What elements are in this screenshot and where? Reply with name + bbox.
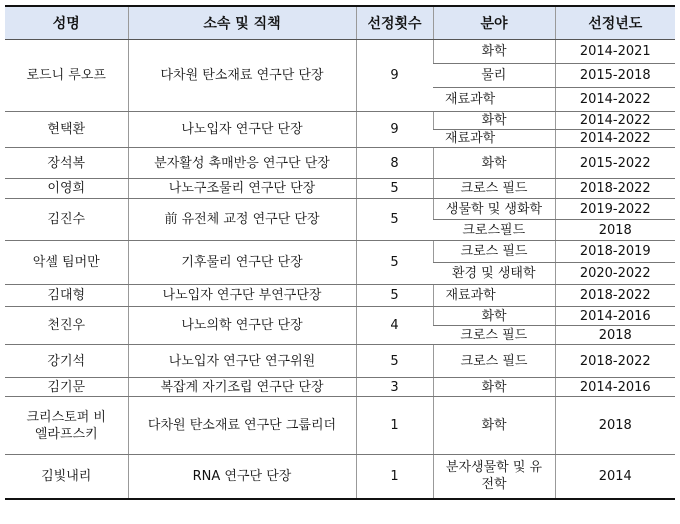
- field-cell: 생물학 및 생화학: [433, 199, 555, 220]
- name-cell: 로드니 루오프: [5, 40, 128, 112]
- field-cell: 화학: [433, 307, 555, 326]
- table-row: [5, 179, 675, 199]
- affiliation-cell: 前 유전체 교정 연구단 단장: [128, 199, 356, 241]
- field-cell: 물리: [433, 64, 555, 88]
- name-cell: 크리스토퍼 비엘라프스키: [5, 397, 128, 455]
- years-cell: 2014-2022: [555, 130, 675, 148]
- field-cell: 화학: [433, 40, 555, 64]
- field-cell: 크로스 필드: [433, 179, 555, 199]
- name-cell: 김빛내리: [5, 455, 128, 499]
- years-cell: 2018: [555, 220, 675, 241]
- affiliation-cell: 다차원 탄소재료 연구단 단장: [128, 40, 356, 112]
- count-cell: 5: [356, 285, 433, 307]
- table-body: [5, 40, 675, 499]
- field-cell: 화학: [433, 148, 555, 179]
- count-cell: 5: [356, 179, 433, 199]
- field-cell: 크로스필드: [433, 220, 555, 241]
- field-cell: 화학: [433, 397, 555, 455]
- years-cell: 2018-2022: [555, 285, 675, 307]
- table-row: [5, 199, 675, 220]
- header-count: 선정횟수: [356, 6, 433, 40]
- count-cell: 5: [356, 199, 433, 241]
- count-cell: 9: [356, 112, 433, 148]
- affiliation-cell: 나노입자 연구단 연구위원: [128, 345, 356, 378]
- affiliation-cell: 기후물리 연구단 단장: [128, 241, 356, 285]
- years-cell: 2014-2021: [555, 40, 675, 64]
- table-header: [5, 6, 675, 40]
- name-cell: 천진우: [5, 307, 128, 345]
- years-cell: 2018-2019: [555, 241, 675, 263]
- table-row: [5, 148, 675, 179]
- years-cell: 2014-2016: [555, 378, 675, 397]
- count-cell: 1: [356, 397, 433, 455]
- table-row: [5, 307, 675, 326]
- affiliation-cell: 나노입자 연구단 부연구단장: [128, 285, 356, 307]
- count-cell: 8: [356, 148, 433, 179]
- table-row: [5, 397, 675, 455]
- years-cell: 2018: [555, 397, 675, 455]
- count-cell: 5: [356, 345, 433, 378]
- header-name: 성명: [5, 6, 128, 40]
- years-cell: 2020-2022: [555, 263, 675, 285]
- name-cell: 김대형: [5, 285, 128, 307]
- header-affiliation: 소속 및 직책: [128, 6, 356, 40]
- years-cell: 2018-2022: [555, 345, 675, 378]
- table-row: [5, 285, 675, 307]
- count-cell: 4: [356, 307, 433, 345]
- name-cell: 이영희: [5, 179, 128, 199]
- years-cell: 2014-2022: [555, 112, 675, 130]
- affiliation-cell: 나노입자 연구단 단장: [128, 112, 356, 148]
- name-cell: 악셀 팀머만: [5, 241, 128, 285]
- name-cell: 강기석: [5, 345, 128, 378]
- affiliation-cell: 다차원 탄소재료 연구단 그룹리더: [128, 397, 356, 455]
- field-cell: 재료과학: [433, 130, 555, 148]
- header-row: [5, 6, 675, 40]
- years-cell: 2018: [555, 326, 675, 345]
- years-cell: 2015-2018: [555, 64, 675, 88]
- count-cell: 5: [356, 241, 433, 285]
- researcher-table: [5, 5, 675, 500]
- years-cell: 2019-2022: [555, 199, 675, 220]
- affiliation-cell: RNA 연구단 단장: [128, 455, 356, 499]
- years-cell: 2018-2022: [555, 179, 675, 199]
- field-cell: 재료과학: [433, 88, 555, 112]
- field-cell: 환경 및 생태학: [433, 263, 555, 285]
- field-cell: 크로스 필드: [433, 326, 555, 345]
- header-field: 분야: [433, 6, 555, 40]
- header-years: 선정년도: [555, 6, 675, 40]
- affiliation-cell: 나노구조물리 연구단 단장: [128, 179, 356, 199]
- count-cell: 3: [356, 378, 433, 397]
- table-row: [5, 112, 675, 130]
- count-cell: 9: [356, 40, 433, 112]
- table-row: [5, 455, 675, 499]
- affiliation-cell: 복잡계 자기조립 연구단 단장: [128, 378, 356, 397]
- field-cell: 크로스 필드: [433, 241, 555, 263]
- years-cell: 2014-2016: [555, 307, 675, 326]
- name-cell: 현택환: [5, 112, 128, 148]
- table-row: [5, 378, 675, 397]
- name-cell: 장석복: [5, 148, 128, 179]
- field-cell: 재료과학: [433, 285, 555, 307]
- field-cell: 분자생물학 및 유전학: [433, 455, 555, 499]
- table-row: [5, 241, 675, 263]
- field-cell: 화학: [433, 378, 555, 397]
- years-cell: 2014-2022: [555, 88, 675, 112]
- field-cell: 크로스 필드: [433, 345, 555, 378]
- field-cell: 화학: [433, 112, 555, 130]
- table-row: [5, 345, 675, 378]
- affiliation-cell: 분자활성 촉매반응 연구단 단장: [128, 148, 356, 179]
- name-cell: 김기문: [5, 378, 128, 397]
- table-row: [5, 40, 675, 64]
- years-cell: 2015-2022: [555, 148, 675, 179]
- affiliation-cell: 나노의학 연구단 단장: [128, 307, 356, 345]
- years-cell: 2014: [555, 455, 675, 499]
- count-cell: 1: [356, 455, 433, 499]
- name-cell: 김진수: [5, 199, 128, 241]
